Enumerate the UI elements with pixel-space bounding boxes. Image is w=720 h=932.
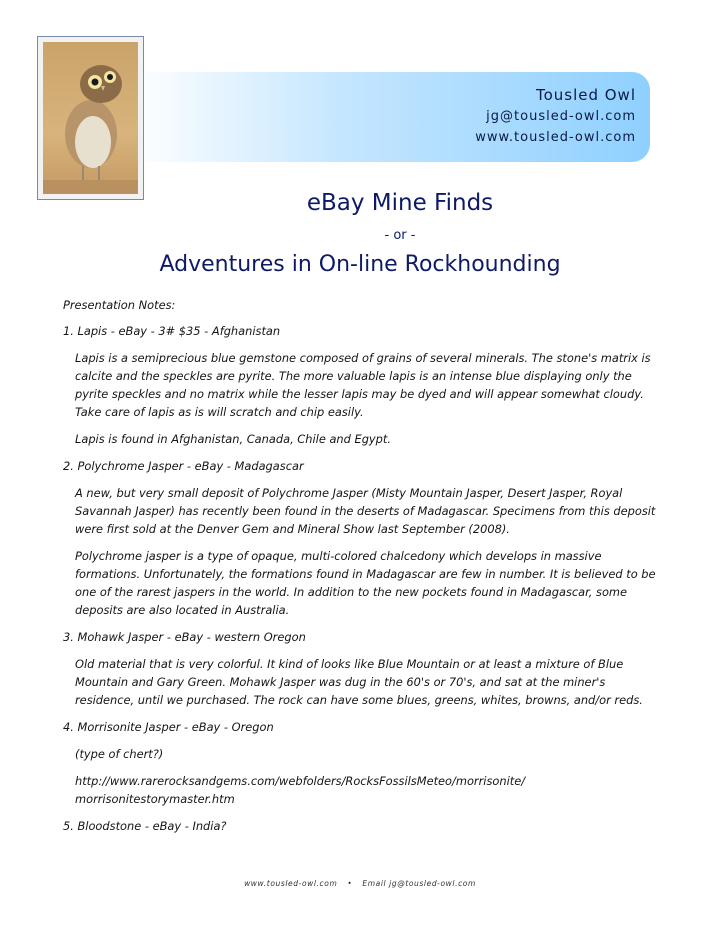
title-separator: - or - — [384, 228, 416, 243]
item-paragraph: A new, but very small deposit of Polychrome Jasper (Misty Mountain Jasper, Desert Jasper, Royal Savannah Jasper) has recently been found in the deserts of Madagascar. Specimens from this deposit were first sold at the Denver Gem and Mineral Show last September (2008). — [75, 486, 656, 536]
contact-website[interactable]: www.tousled-owl.com — [475, 130, 636, 145]
footer-website[interactable]: www.tousled-owl.com — [244, 879, 338, 888]
notes-heading: Presentation Notes: — [63, 298, 176, 312]
company-name: Tousled Owl — [535, 86, 636, 104]
item-paragraph: Polychrome jasper is a type of opaque, multi-colored chalcedony which develops in massive formations. Unfortunately, the formations found in Madagascar are few in number. It is believed to be one of the rarest jaspers in the world. In addition to the new pockets found in Madagascar, some deposits are also located in Australia. — [75, 549, 656, 617]
item-title-polychrome-jasper: 2. Polychrome Jasper - eBay - Madagascar — [63, 459, 304, 473]
item-paragraph: Lapis is found in Afghanistan, Canada, Chile and Egypt. — [75, 432, 391, 446]
page-footer — [0, 879, 720, 888]
document-subtitle: Adventures in On-line Rockhounding — [159, 252, 561, 277]
contact-info — [475, 84, 636, 148]
item-paragraph: Lapis is a semiprecious blue gemstone composed of grains of several minerals. The stone's matrix is calcite and the speckles are pyrite. The more valuable lapis is an intense blue displaying only the pyrite speckles and no matrix while the lesser lapis may be dyed and will appear somewhat cloudy. Take care of lapis as is will scratch and chip easily. — [75, 351, 651, 419]
contact-email[interactable]: jg@tousled-owl.com — [486, 109, 636, 124]
footer-email[interactable]: Email jg@tousled-owl.com — [362, 879, 476, 888]
document-title: eBay Mine Finds — [306, 190, 494, 216]
owl-image — [43, 42, 138, 194]
item-title-lapis: 1. Lapis - eBay - 3# $35 - Afghanistan — [63, 324, 281, 338]
contact-banner — [130, 72, 650, 162]
owl-photo — [37, 36, 144, 200]
item-title-bloodstone: 5. Bloodstone - eBay - India? — [63, 819, 227, 833]
item-link[interactable]: http://www.rarerocksandgems.com/webfolders/RocksFossilsMeteo/morrisonite/ morrisonitestorymaster.htm — [75, 774, 526, 806]
item-paragraph: Old material that is very colorful. It kind of looks like Blue Mountain or at least a mixture of Blue Mountain and Gary Green. Mohawk Jasper was dug in the 60's or 70's, and sat at the miner's residence, until we purchased. The rock can have some blues, greens, whites, browns, and/or reds. — [75, 657, 643, 707]
presentation-notes — [63, 296, 663, 844]
item-title-mohawk-jasper: 3. Mohawk Jasper - eBay - western Oregon — [63, 630, 306, 644]
item-paragraph: (type of chert?) — [75, 747, 164, 761]
footer-bullet: • — [347, 879, 353, 888]
item-title-morrisonite-jasper: 4. Morrisonite Jasper - eBay - Oregon — [63, 720, 274, 734]
